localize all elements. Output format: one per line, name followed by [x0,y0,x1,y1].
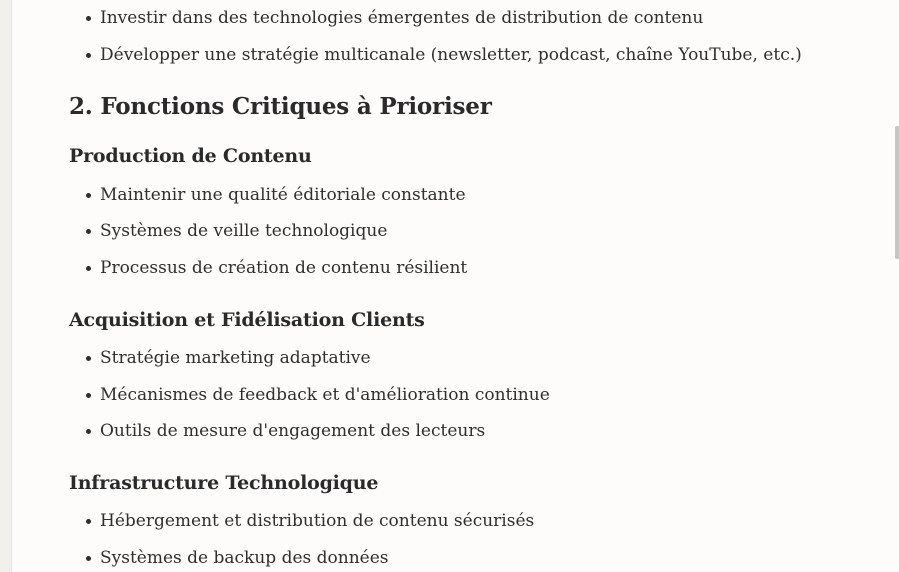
list-item: Développer une stratégie multicanale (newsletter, podcast, chaîne YouTube, etc.) [69,44,802,66]
scrollbar-thumb[interactable] [895,126,899,259]
intro-list-block [69,7,802,66]
list-item: Maintenir une qualité éditoriale constante [69,184,467,206]
subsection-heading: Infrastructure Technologique [69,472,379,494]
subsection-heading: Production de Contenu [69,145,312,167]
list-item: Stratégie marketing adaptative [69,347,550,369]
intro-list [69,7,802,66]
production-list [69,184,467,279]
document-panel [12,0,899,572]
left-sidebar-edge [0,0,12,572]
list-item: Systèmes de veille technologique [69,220,467,242]
infrastructure-list-block [69,510,534,569]
subsection-heading: Acquisition et Fidélisation Clients [69,309,425,331]
production-list-block [69,184,467,279]
list-item: Processus de création de contenu résilient [69,257,467,279]
list-item: Systèmes de backup des données [69,547,534,569]
list-item: Investir dans des technologies émergentes de distribution de contenu [69,7,802,29]
list-item: Hébergement et distribution de contenu sécurisés [69,510,534,532]
list-item: Mécanismes de feedback et d'amélioration continue [69,384,550,406]
list-item: Outils de mesure d'engagement des lecteurs [69,420,550,442]
acquisition-list-block [69,347,550,442]
section-heading: 2. Fonctions Critiques à Prioriser [69,93,492,120]
acquisition-list [69,347,550,442]
infrastructure-list [69,510,534,569]
